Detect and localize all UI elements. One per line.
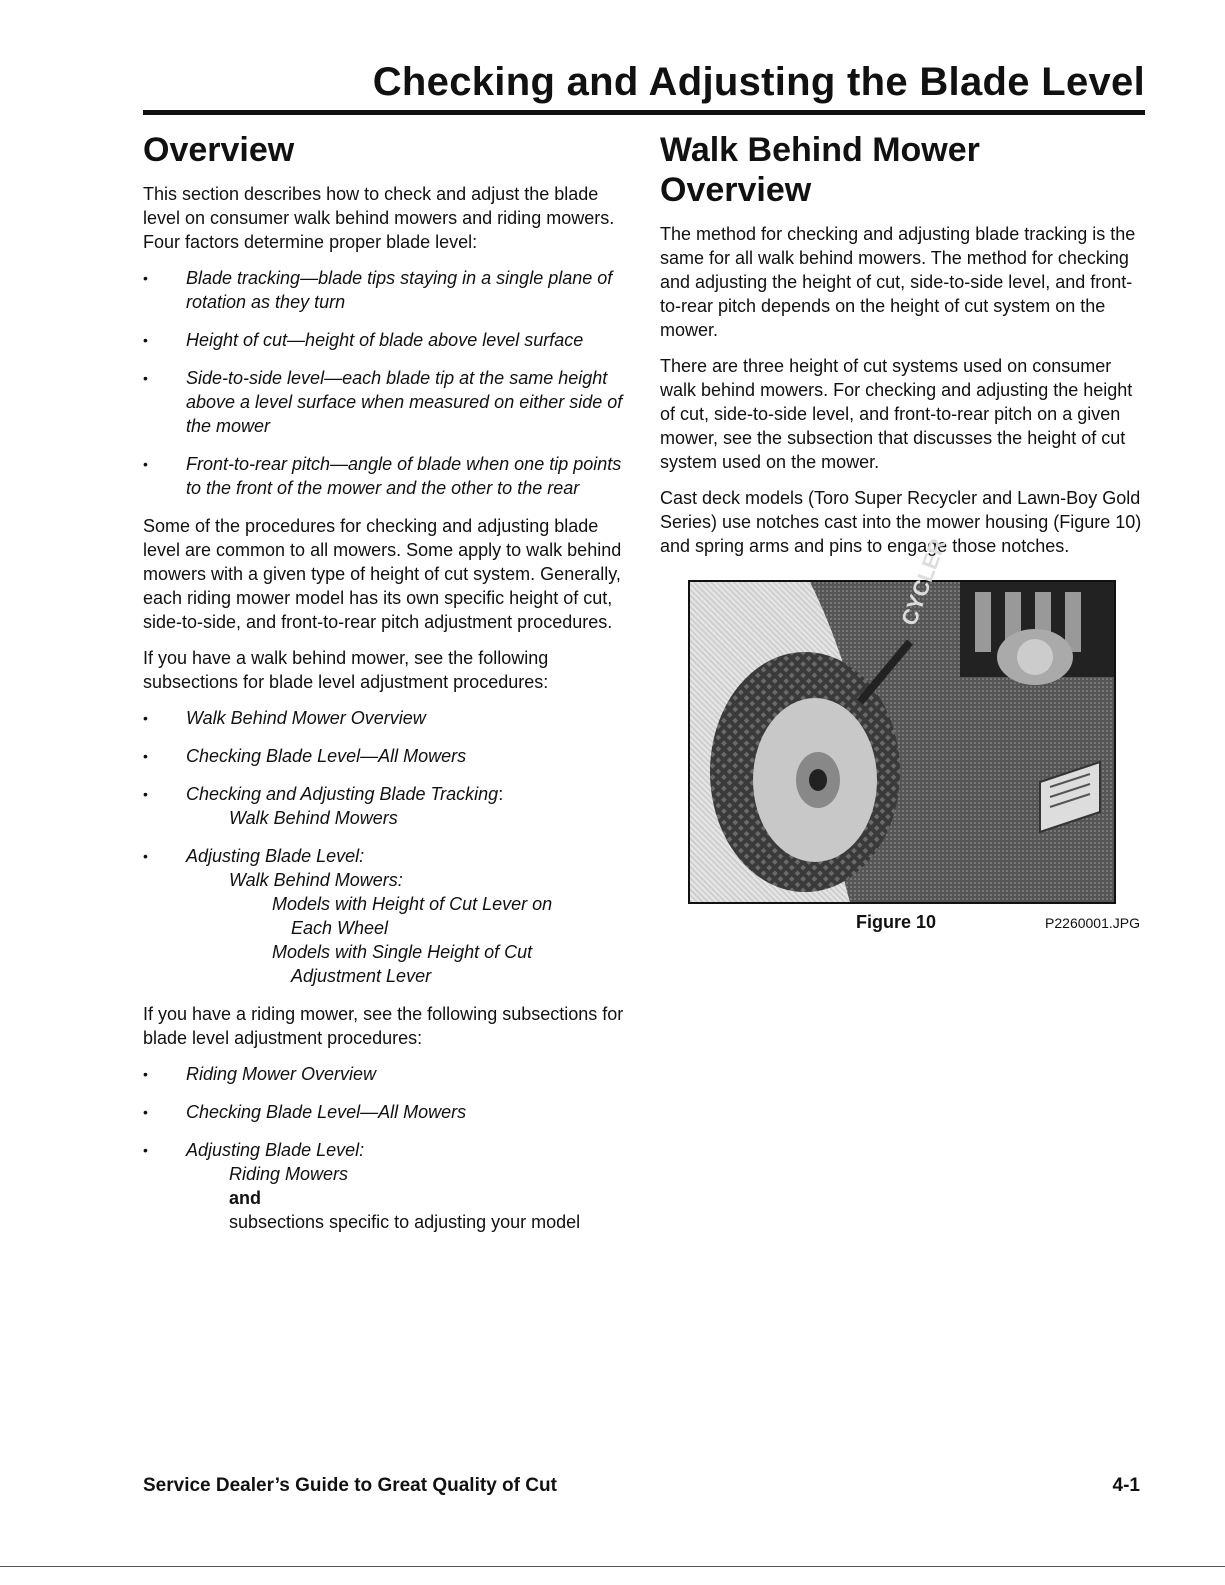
intro-paragraph: This section describes how to check and adjust the blade level on consumer walk behind mowers and riding mowers. Four factors determine proper blade level: — [143, 184, 615, 252]
right-column — [660, 130, 1145, 940]
walk-behind-paragraph: If you have a walk behind mower, see the following subsections for blade level adjustment procedures: — [143, 648, 549, 692]
factor-item: • Height of cut—height of blade above level surface — [143, 328, 633, 352]
walk-list-subitem: Walk Behind Mowers: — [229, 870, 403, 890]
figure-caption — [660, 910, 1145, 940]
walk-list-subitem: Walk Behind Mowers — [229, 808, 398, 828]
riding-list-item: • Riding Mower Overview — [143, 1062, 633, 1086]
walk-list-subitem: Models with Height of Cut Lever on — [272, 894, 553, 914]
riding-list-subitem: Riding Mowers — [229, 1164, 349, 1184]
figure-10-photo — [688, 535, 1116, 904]
walk-list-item: • Checking Blade Level—All Mowers — [143, 744, 633, 768]
figure-label: Figure 10 — [856, 912, 937, 932]
riding-list — [143, 1062, 633, 1234]
riding-list-and: and — [229, 1188, 262, 1208]
page-title: Checking and Adjusting the Blade Level — [372, 60, 1145, 104]
walk-list-item: • Checking and Adjusting Blade Tracking: Walk Behind Mowers — [143, 782, 633, 830]
cast-deck-paragraph: Cast deck models (Toro Super Recycler and Lawn-Boy Gold Series) use notches cast into the mower housing (Figure 10) and spring arms and pins to engage those notches. — [660, 488, 1142, 556]
factor-item: • Front-to-rear pitch—angle of blade when one tip points to the front of the mower and the other to the rear — [143, 452, 633, 500]
bottom-rule — [0, 1566, 1225, 1567]
left-column — [143, 130, 633, 1248]
method-paragraph: The method for checking and adjusting blade tracking is the same for all walk behind mowers. The method for checking and adjusting the height of cut, side-to-side level, and front-to-rear pitch depends on the height of cut system on the mower. — [660, 224, 1136, 340]
walk-behind-list — [143, 706, 633, 988]
riding-list-item: • Adjusting Blade Level: Riding Mowers and subsections specific to adjusting your model — [143, 1138, 633, 1234]
page-number: 4-1 — [1112, 1475, 1140, 1496]
riding-list-item: • Checking Blade Level—All Mowers — [143, 1100, 633, 1124]
walk-list-subitem: Adjustment Lever — [291, 966, 432, 986]
walk-list-subitem: Each Wheel — [291, 918, 389, 938]
walk-behind-heading: Walk Behind Mower Overview — [660, 131, 980, 209]
systems-paragraph: There are three height of cut systems used on consumer walk behind mowers. For checking and adjusting the height of cut, side-to-side level, and front-to-rear pitch on a given mower, see the subsection that discusses the height of cut system used on the mower. — [660, 356, 1133, 472]
factor-item: • Blade tracking—blade tips staying in a single plane of rotation as they turn — [143, 266, 633, 314]
procedures-paragraph: Some of the procedures for checking and adjusting blade level are common to all mowers. Some apply to walk behind mowers with a given type of height of cut system. Generally, each riding mower model has its own specific height of cut, side-to-side, and front-to-rear pitch adjustment procedures. — [143, 516, 622, 632]
overview-heading: Overview — [143, 131, 295, 169]
photo-brand-text: CYCLER — [896, 535, 951, 629]
walk-list-item: • Walk Behind Mower Overview — [143, 706, 633, 730]
footer-title: Service Dealer’s Guide to Great Quality of Cut — [143, 1475, 557, 1496]
walk-list-subitem: Models with Single Height of Cut — [272, 942, 533, 962]
walk-list-item: • Adjusting Blade Level: Walk Behind Mowers: Models with Height of Cut Lever on Each Wheel Models with Single Height of Cut Adjustment Lever — [143, 844, 633, 988]
factors-list — [143, 266, 633, 500]
riding-list-subitem: subsections specific to adjusting your model — [229, 1212, 581, 1232]
figure-filename: P2260001.JPG — [1045, 915, 1140, 931]
title-rule — [143, 110, 1145, 115]
factor-item: • Side-to-side level—each blade tip at the same height above a level surface when measured on either side of the mower — [143, 366, 633, 438]
riding-paragraph: If you have a riding mower, see the following subsections for blade level adjustment procedures: — [143, 1004, 624, 1048]
